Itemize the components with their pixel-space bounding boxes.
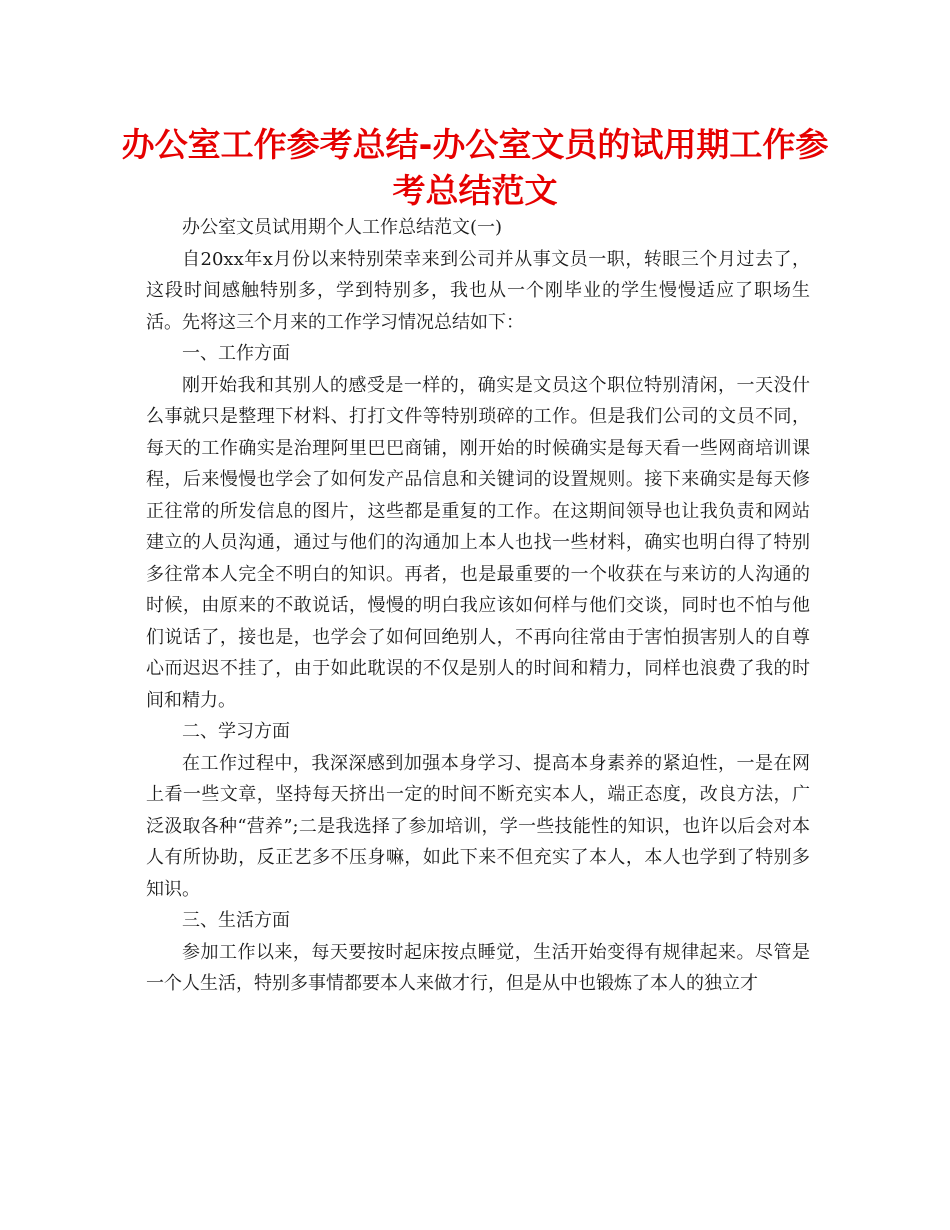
section-heading-life: 三、生活方面	[182, 910, 290, 931]
work-paragraph: 刚开始我和其别人的感受是一样的，确实是文员这个职位特别清闲，一天没什么事就只是整理下材料、打打文件等特别琐碎的工作。但是我们公司的文员不同，每天的工作确实是治理阿里巴巴商铺，刚开始的时候确实是每天看一些网商培训课程，后来慢慢也学会了如何发产品信息和关键词的设置规则。接下来确实是每天修正往常的所发信息的图片，这些都是重复的工作。在这期间领导也让我负责和网站建立的人员沟通，通过与他们的沟通加上本人也找一些材料，确实也明白得了特别多往常本人完全不明白的知识。再者，也是最重要的一个收获在与来访的人沟通的时候，由原来的不敢说话，慢慢的明白我应该如何样与他们交谈，同时也不怕与他们说话了，接也是，也学会了如何回绝别人，不再向往常由于害怕损害别人的自尊心而迟迟不挂了，由于如此耽误的不仅是别人的时间和精力，同样也浪费了我的时间和精力。	[146, 374, 810, 711]
section-heading-study: 二、学习方面	[182, 721, 290, 742]
study-paragraph: 在工作过程中，我深深感到加强本身学习、提高本身素养的紧迫性，一是在网上看一些文章，坚持每天挤出一定的时间不断充实本人，端正态度，改良方法，广泛汲取各种“营养”;二是我选择了参加培训，学一些技能性的知识，也许以后会对本人有所协助，反正艺多不压身嘛，如此下来不但充实了本人，本人也学到了特别多知识。	[146, 752, 810, 900]
intro-paragraph: 自20xx年x月份以来特别荣幸来到公司并从事文员一职，转眼三个月过去了，这段时间感触特别多，学到特别多，我也从一个刚毕业的学生慢慢适应了职场生活。先将这三个月来的工作学习情况总结如下：	[146, 248, 810, 333]
section-heading-work: 一、工作方面	[182, 343, 290, 364]
life-paragraph: 参加工作以来，每天要按时起床按点睡觉，生活开始变得有规律起来。尽管是一个人生活，特别多事情都要本人来做才行，但是从中也锻炼了本人的独立才	[146, 941, 810, 994]
document-title: 办公室工作参考总结-办公室文员的试用期工作参考总结范文	[121, 125, 829, 210]
document-body	[146, 212, 810, 1000]
subtitle-paragraph: 办公室文员试用期个人工作总结范文(一)	[182, 217, 503, 238]
